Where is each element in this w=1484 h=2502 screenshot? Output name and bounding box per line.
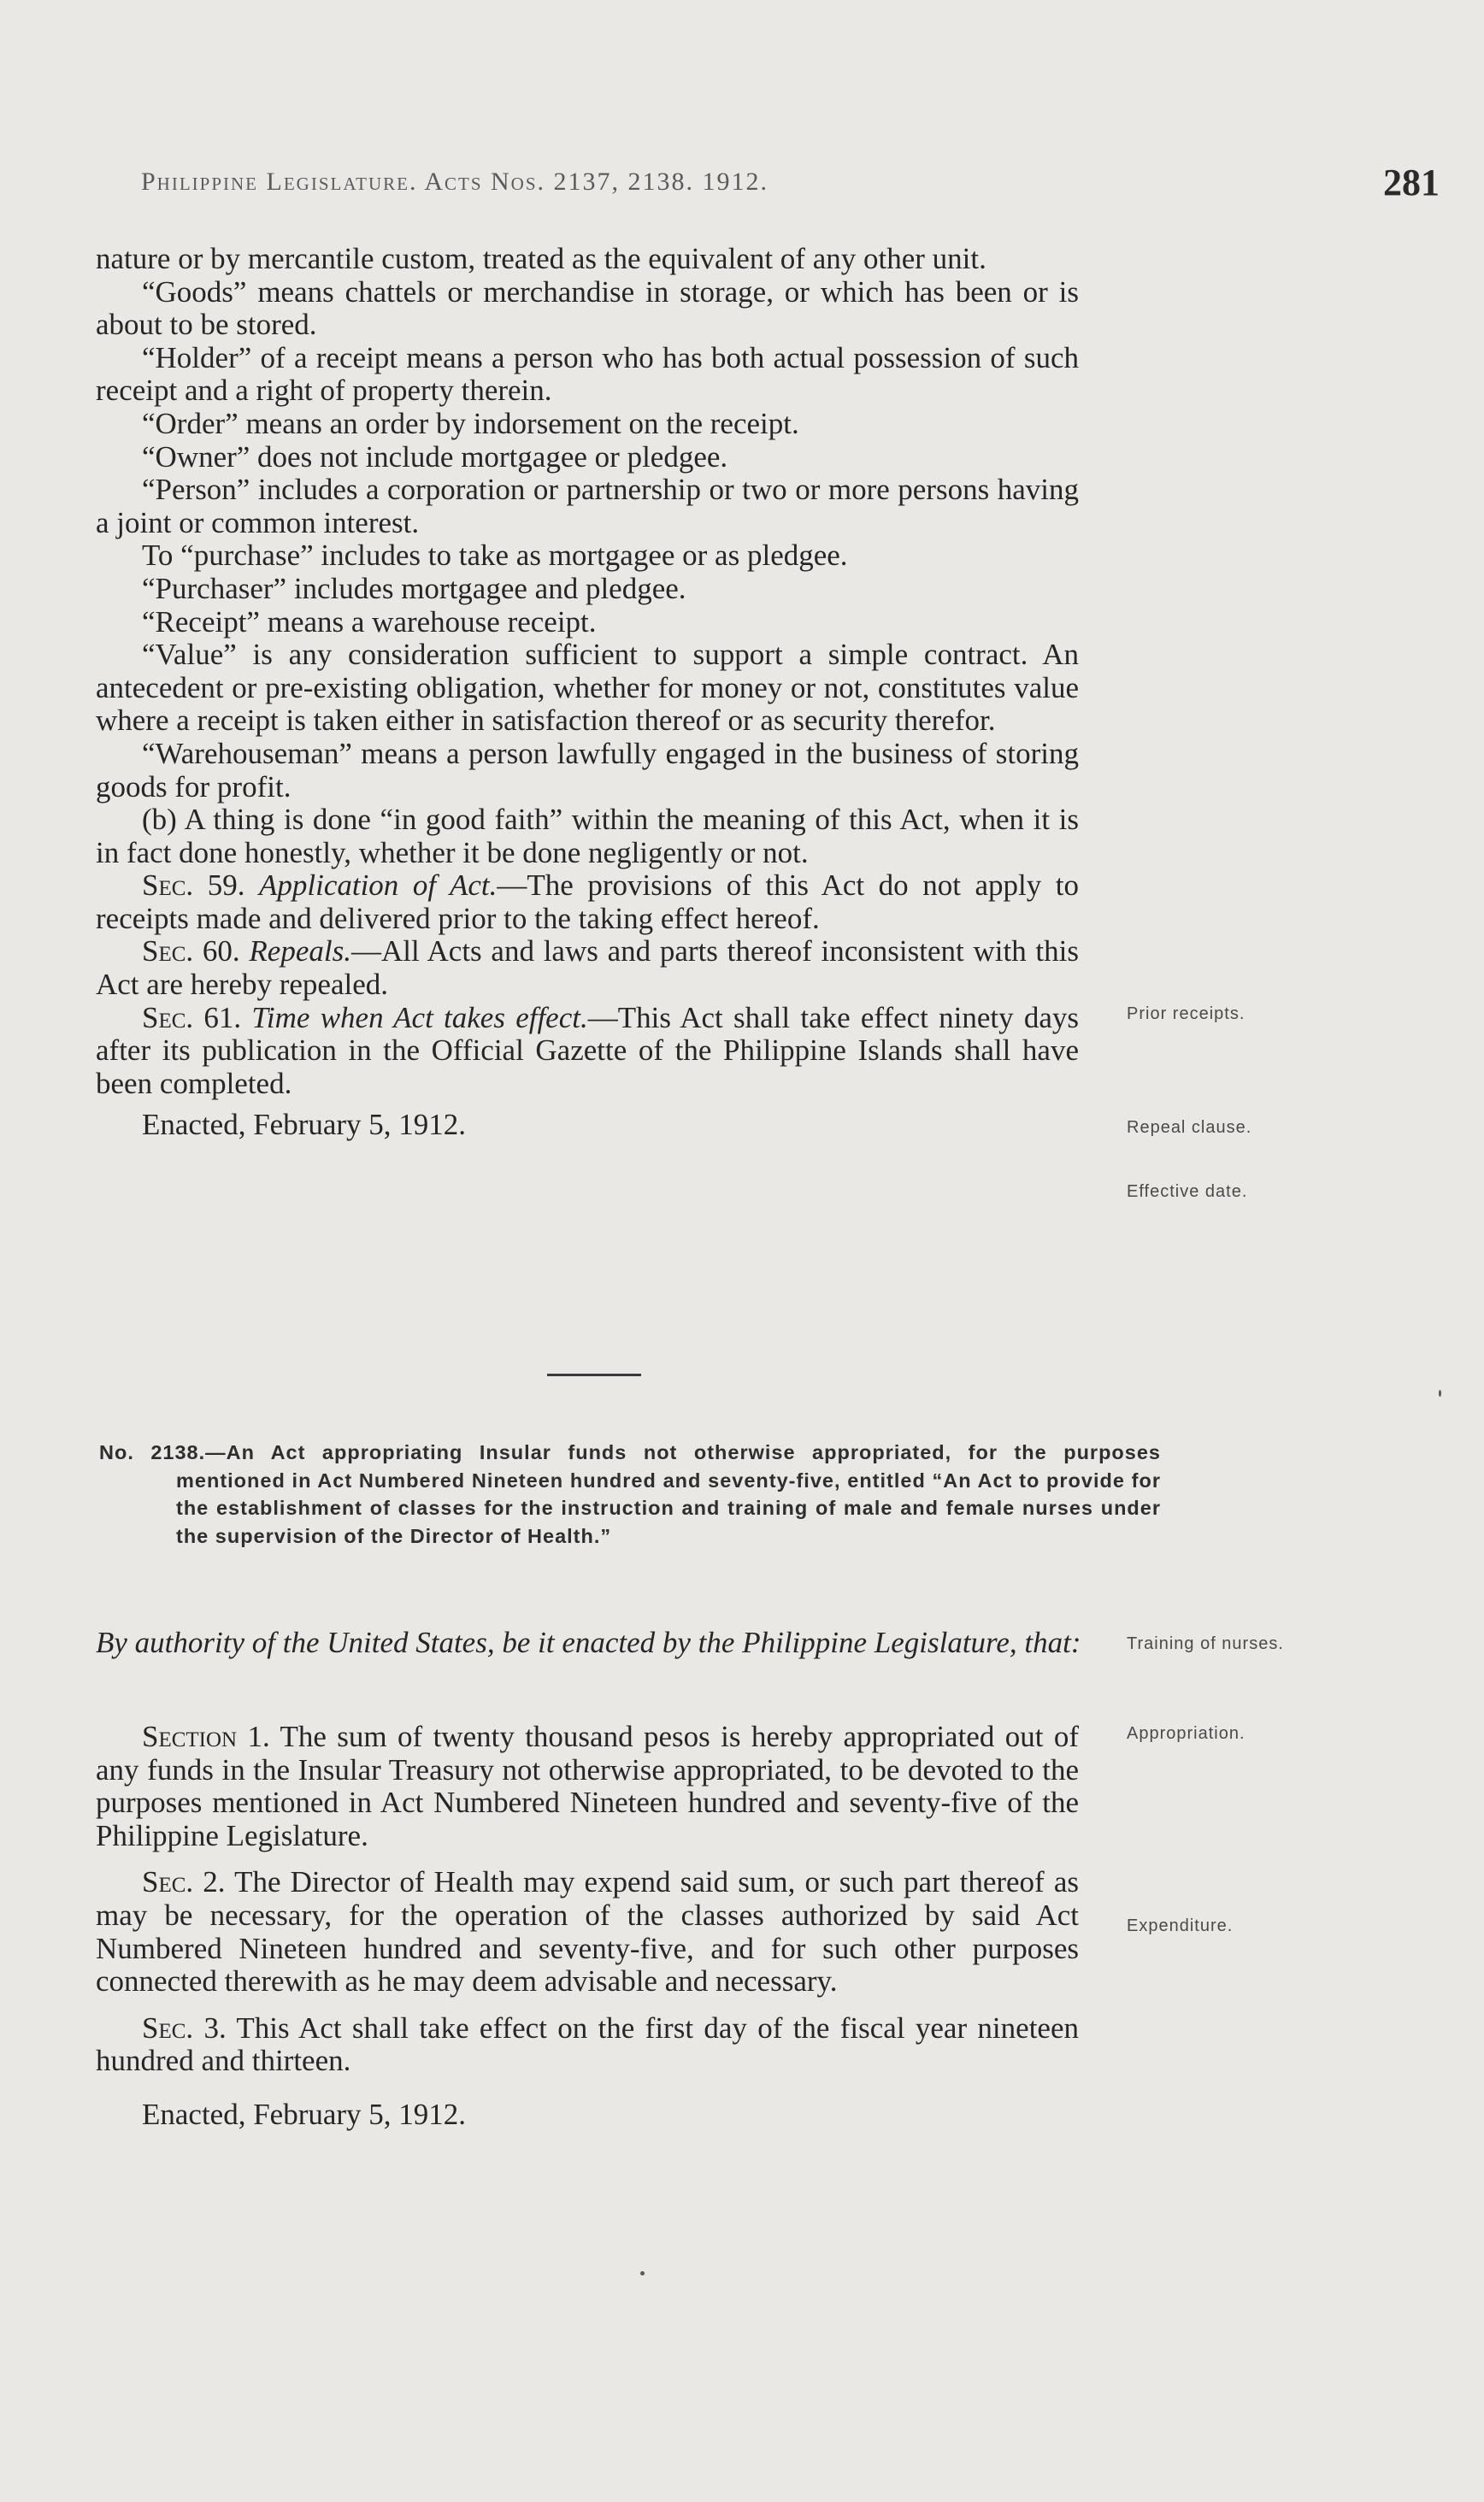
enacting-clause: By authority of the United States, be it enacted by the Philippine Legislature, that: [96, 1626, 1081, 1659]
paragraph: “Warehouseman” means a person lawfully engaged in the business of storing goods for profit. [96, 736, 1079, 804]
section-body: This Act shall take effect on the first day of the fiscal year nineteen hundred and thirteen. [96, 2010, 1079, 2078]
paragraph: “Owner” does not include mortgagee or pledgee. [142, 439, 728, 474]
section-body: —The provisions of this Act do not apply to receipts made and delivered prior to the taking effect hereof. [96, 868, 1079, 935]
act-title: No. 2138.—An Act appropriating Insular funds not otherwise appropriated, for the purposes mentioned in Act Numbered Nineteen hundred and seventy-five, entitled “An Act to provide for the establishment of classes for the instruction and training of male and female nurses under the supervision of the Director of Health.” [99, 1441, 1161, 1547]
paragraph: (b) A thing is done “in good faith” within the meaning of this Act, when it is in fact done honestly, whether it be done negligently or not. [96, 803, 1079, 869]
enacted-date: Enacted, February 5, 1912. [142, 1108, 467, 1142]
paragraph: “Goods” means chattels or merchandise in storage, or which has been or is about to be stored. [96, 274, 1079, 342]
paragraph: “Order” means an order by indorsement on the receipt. [142, 406, 799, 440]
margin-note-training-of-nurses: Training of nurses. [1127, 1634, 1284, 1653]
page-number: 281 [1383, 162, 1440, 203]
act-2138-body [96, 1721, 1079, 2132]
margin-note-repeal-clause: Repeal clause. [1127, 1118, 1252, 1137]
section-1 [96, 1721, 1079, 1852]
section-body: The sum of twenty thousand pesos is hereby appropriated out of any funds in the Insular Treasury not otherwise appropriated, to be devoted to the purposes mentioned in Act Numbered Nineteen hundred and seventy-five of the Philippine Legislature. [96, 1720, 1079, 1852]
paragraph: To “purchase” includes to take as mortgagee or as pledgee. [142, 539, 848, 573]
definitions-block [96, 243, 1079, 1142]
print-speck [640, 2271, 645, 2275]
paragraph: “Person” includes a corporation or partnership or two or more persons having a joint or common interest. [96, 473, 1079, 539]
section-3 [96, 2012, 1079, 2078]
section-label: Sec. 2. [142, 1865, 226, 1899]
section-body: The Director of Health may expend said sum, or such part thereof as may be necessary, for the operation of the classes authorized by said Act Numbered Nineteen hundred and seventy-five, and for such other purposes connected therewith as he may deem advisable and necessary. [96, 1865, 1079, 1999]
paragraph: “Purchaser” includes mortgagee and pledgee. [142, 571, 686, 605]
section-61 [96, 1002, 1079, 1101]
margin-note-prior-receipts: Prior receipts. [1127, 1004, 1246, 1023]
section-label: Section 1. [142, 1720, 270, 1753]
section-2 [96, 1866, 1079, 1998]
section-60 [96, 935, 1079, 1001]
section-heading: Repeals. [249, 934, 351, 968]
paragraph: “Value” is any consideration sufficient to support a simple contract. An antecedent or pre-existing obligation, whether for money or not, constitutes value where a receipt is taken either in satisfaction thereof or as security therefor. [96, 638, 1079, 738]
section-label: Sec. 60. [142, 934, 240, 968]
paragraph: “Receipt” means a warehouse receipt. [142, 604, 597, 639]
section-heading: Time when Act takes effect. [251, 1000, 588, 1034]
running-head [141, 168, 768, 197]
enacted-date: Enacted, February 5, 1912. [142, 2097, 467, 2131]
margin-note-expenditure: Expenditure. [1127, 1916, 1234, 1935]
margin-note-effective-date: Effective date. [1127, 1182, 1248, 1201]
section-label: Sec. 59. [142, 868, 245, 903]
section-divider-rule [547, 1374, 641, 1376]
paragraph: nature or by mercantile custom, treated as the equivalent of any other unit. [96, 242, 986, 275]
section-label: Sec. 3. [142, 2010, 227, 2045]
section-59 [96, 869, 1079, 935]
section-body: —This Act shall take effect ninety days after its publication in the Official Gazette of the Philippine Islands shall have been completed. [96, 1000, 1079, 1100]
paragraph: “Holder” of a receipt means a person who has both actual possession of such receipt and a right of property therein. [96, 340, 1079, 408]
margin-note-appropriation: Appropriation. [1127, 1724, 1246, 1743]
print-speck [1439, 1390, 1441, 1397]
section-label: Sec. 61. [142, 1000, 242, 1034]
running-head-text: Philippine Legislature. Acts Nos. 2137, 2138. 1912. [141, 168, 769, 196]
section-body: —All Acts and laws and parts thereof inconsistent with this Act are hereby repealed. [96, 934, 1080, 1002]
section-heading: Application of Act. [259, 868, 498, 903]
